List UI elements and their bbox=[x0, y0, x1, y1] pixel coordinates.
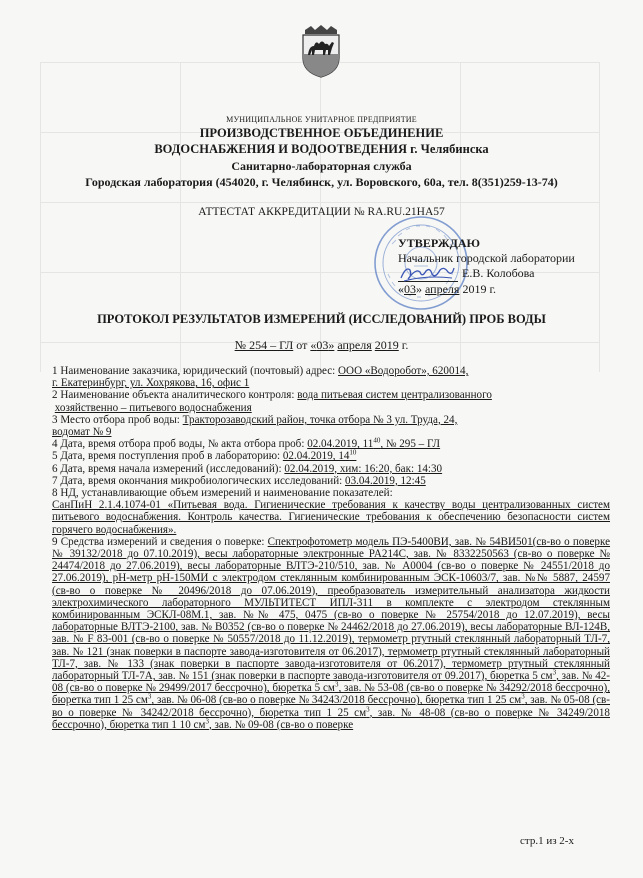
item-1-value: ООО «Водоробот», 620014, bbox=[338, 365, 469, 377]
item-9-sup-3: 3 bbox=[147, 692, 152, 701]
protocol-date-quote: « bbox=[310, 338, 317, 352]
item-2-value: вода питьевая систем централизованного bbox=[297, 389, 492, 402]
approval-date-day: 03 bbox=[404, 282, 416, 296]
approval-date-quote: « bbox=[398, 282, 404, 296]
protocol-number-line bbox=[0, 338, 643, 353]
approval-date-year: 2019 г. bbox=[462, 282, 497, 296]
org-name-line1: ПРОИЗВОДСТВЕННОЕ ОБЪЕДИНЕНИЕ bbox=[199, 126, 444, 140]
item-9 bbox=[52, 536, 610, 731]
item-2-label: 2 Наименование объекта аналитического контроля: bbox=[52, 389, 298, 402]
approval-date bbox=[398, 282, 575, 297]
item-9-sup-5: 3 bbox=[366, 705, 370, 713]
item-5-label: 5 Дата, время поступления проб в лабораторию: bbox=[52, 450, 283, 463]
item-5-sup: 10 bbox=[349, 448, 357, 457]
item-9-value-6: , зав. № 48-08 (св-во о поверке № 34249/2018 бессрочно), бюретка тип 1 10 см bbox=[52, 706, 610, 731]
item-6-label: 6 Дата, время начала измерений (исследований): bbox=[52, 462, 285, 475]
item-9-sup-1: 3 bbox=[552, 668, 557, 677]
protocol-title: ПРОТОКОЛ РЕЗУЛЬТАТОВ ИЗМЕРЕНИЙ (ИССЛЕДОВАНИЙ) ПРОБ ВОДЫ bbox=[97, 312, 546, 326]
item-8-label: 8 НД, устанавливающие объем измерений и наименование показателей: bbox=[52, 487, 393, 500]
item-4-value: 02.04.2019, 11 bbox=[307, 438, 374, 451]
item-1-label: 1 Наименование заказчика, юридический (почтовый) адрес: bbox=[52, 365, 339, 377]
org-name-line2: ВОДОСНАБЖЕНИЯ И ВОДООТВЕДЕНИЯ г. Челябинска bbox=[154, 142, 489, 156]
item-6-value: 02.04.2019, хим: 16:20, бак: 14:30 bbox=[284, 462, 443, 475]
item-9-sup-2: 3 bbox=[334, 680, 339, 689]
item-4-sup: 40 bbox=[373, 436, 381, 445]
item-9-value-7: , зав. № 09-08 (св-во о поверке bbox=[208, 718, 354, 731]
item-3-value: Тракторозаводский район, точка отбора № 3 ул. Труда, 24, bbox=[182, 413, 458, 426]
item-8 bbox=[52, 487, 610, 499]
protocol-body bbox=[52, 365, 610, 731]
item-2-value-cont: хозяйственно – питьевого водоснабжения bbox=[54, 401, 252, 414]
item-1 bbox=[52, 365, 610, 389]
protocol-date-day-group bbox=[310, 338, 334, 352]
item-2 bbox=[52, 389, 610, 413]
item-9-value-5: , зав. № 05-08 (св-во о поверке № 34242/2018 бессрочно), бюретка тип 1 25 см bbox=[52, 694, 610, 719]
approval-date-month: апреля bbox=[425, 282, 460, 296]
protocol-date-quote-close: » bbox=[328, 338, 335, 352]
item-4-label: 4 Дата, время отбора проб воды, № акта отбора проб: bbox=[52, 438, 308, 451]
item-9-value-3: , зав. № 53-08 (св-во о поверке № 34292/2018 бессрочно), бюретка тип 1 25 см bbox=[52, 682, 610, 707]
item-3-label: 3 Место отбора проб воды: bbox=[52, 413, 183, 426]
item-3-value-cont: водомат № 9 bbox=[52, 426, 112, 439]
city-emblem-icon bbox=[299, 24, 343, 78]
approve-heading: УТВЕРЖДАЮ bbox=[398, 236, 481, 250]
accreditation-certificate: АТТЕСТАТ АККРЕДИТАЦИИ № RA.RU.21НА57 bbox=[198, 206, 445, 218]
service-name: Санитарно-лабораторная служба bbox=[231, 159, 412, 173]
item-9-sup-4: 3 bbox=[521, 692, 525, 701]
approver-name: Е.В. Колобова bbox=[462, 266, 535, 280]
item-9-value: Спектрофотометр модель ПЭ-5400ВИ, зав. № 54ВИ501(св-во о поверке № 39132/2018 до 07.10.2019), весы лабораторные электронные PA214C, зав. № 8332250563 (св-во о поверке № 24474/2018 до 27.06.2019), весы лабораторные ВЛТЭ-210/510, зав. № А0004 (св-во о поверке № 24551/2018 до 27.06.2019), рН-метр рН-150МИ с электродом стеклянным комбинированным ЭСК-10603/7, зав. №№ 5887, 24597 (св-во о поверке № 20496/2018 до 07.06.2019), преобразователь измерительный анализатора жидкости электрохимического лабораторного МУЛЬТИТЕСТ ИПЛ-311 в комплекте с электродом стеклянным комбинированным ЭСКЛ-08М.1, зав. №№ 475, 0475 (св-во о поверке № 25754/2018 до 12.07.2019), весы лабораторные ВЛТЭ-2100, зав. № В0352 (св-во о поверке № 24462/2018 до 27.06.2019), весы лабораторные ВЛ-124В, зав. № F 83-001 (св-во о поверке № 50557/2018 до 11.12.2019), термометр ртутный стеклянный лабораторный ТЛ-7, зав. № 121 (знак поверки в паспорте завода-изготовителя от 06.2017), термометр ртутный стеклянный лабораторный ТЛ-7, зав. № 133 (знак поверки в паспорте завода-изготовителя от 06.2017), термометр ртутный стеклянный лабораторный ТЛ-7А, зав. № 151 (знак поверки в паспорте завода-изготовителя от 09.2017), бюретка 5 см bbox=[52, 535, 611, 683]
protocol-date-month: апреля bbox=[337, 338, 372, 352]
item-7-label: 7 Дата, время окончания микробиологических исследований: bbox=[52, 474, 346, 487]
item-1-value-cont: г. Екатеринбург, ул. Хохрякова, 16, офис 1 bbox=[52, 377, 250, 390]
item-7-value: 03.04.2019, 12:45 bbox=[345, 474, 426, 487]
lab-address: Городская лаборатория (454020, г. Челябинск, ул. Воровского, 60а, тел. 8(351)259-13-74) bbox=[85, 175, 558, 189]
item-7 bbox=[52, 475, 610, 487]
item-9-label: 9 Средства измерений и сведения о поверке: bbox=[52, 535, 268, 548]
item-9-value-2: , зав. № 42-08 (св-во о поверке № 29499/2017 бессрочно), бюретка 5 см bbox=[52, 670, 610, 695]
item-9-sup-6: 3 bbox=[205, 717, 209, 726]
item-3 bbox=[52, 414, 610, 438]
protocol-date-year: 2019 bbox=[374, 338, 399, 352]
org-type: МУНИЦИПАЛЬНОЕ УНИТАРНОЕ ПРЕДПРИЯТИЕ bbox=[226, 115, 417, 124]
protocol-date-suffix: г. bbox=[398, 338, 409, 352]
protocol-number: № 254 – ГЛ bbox=[234, 338, 294, 352]
item-4 bbox=[52, 438, 610, 450]
item-6 bbox=[52, 463, 610, 475]
approver-position: Начальник городской лаборатории bbox=[398, 251, 575, 265]
item-5 bbox=[52, 450, 610, 462]
item-9-value-4: , зав. № 06-08 (св-во о поверке № 34243/2018 бессрочно), бюретка тип 1 25 см bbox=[151, 694, 522, 707]
protocol-from: от bbox=[293, 338, 311, 352]
page-number: стр.1 из 2-х bbox=[520, 835, 574, 847]
item-5-value: 02.04.2019, 14 bbox=[282, 450, 350, 463]
approval-date-quote-close: » bbox=[416, 282, 422, 296]
item-8-value: СанПиН 2.1.4.1074-01 «Питьевая вода. Гигиенические требования к качеству воды централизованных систем питьевого водоснабжения. Контроль качества. Гигиенические требования к обеспечению безопасности систем горячего водоснабжения». bbox=[52, 499, 610, 536]
item-4-value-rest: , № 295 – ГЛ bbox=[380, 438, 441, 451]
protocol-date-day: 03 bbox=[316, 338, 329, 352]
handwritten-signature-icon bbox=[398, 262, 456, 284]
